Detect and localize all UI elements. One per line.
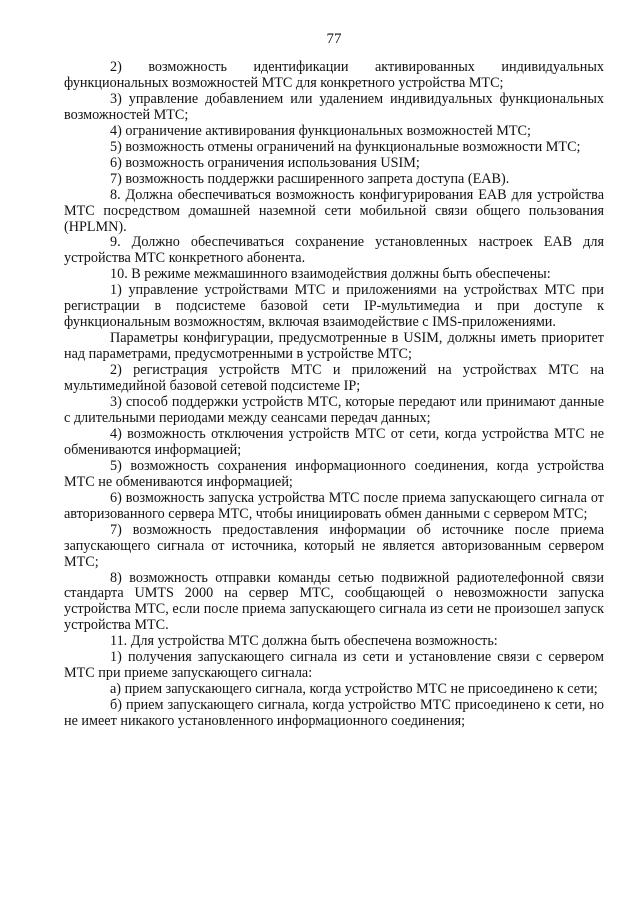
paragraph-section-10: 10. В режиме межмашинного взаимодействия должны быть обеспечены: [110, 266, 551, 283]
paragraph-11-item-1: 1) получения запускающего сигнала из сети и установление связи с сервером МТС при приеме запускающего сигнала: [64, 649, 604, 682]
paragraph-10-item-1: 1) управление устройствами МТС и приложениями на устройствах МТС при регистрации в подсистеме базовой сети IP-мультимедиа и при доступе к функциональным возможностям, включая взаимодействие с IMS-приложениями. [64, 282, 604, 331]
paragraph-10-item-3: 3) способ поддержки устройств МТС, которые передают или принимают данные с длительными периодами между сеансами передач данных; [64, 394, 604, 426]
paragraph-10-item-8: 8) возможность отправки команды сетью подвижной радиотелефонной связи стандарта UMTS 2000 на сервер МТС, сообщающей о невозможности запуска устройства МТС, если после приема запускающего сигнала из сети не произошел запуск устройства МТС. [64, 569, 604, 634]
paragraph-item-6: 6) возможность ограничения использования USIM; [110, 154, 420, 171]
paragraph-10-item-6: 6) возможность запуска устройства МТС после приема запускающего сигнала от авторизованного сервера МТС, чтобы инициировать обмен данными с сервером МТС; [64, 489, 604, 522]
paragraph-11-item-a: а) прием запускающего сигнала, когда устройство МТС не присоединено к сети; [110, 681, 598, 698]
paragraph-item-2: 2) возможность идентификации активированных индивидуальных функциональных возможностей МТС для конкретного устройства МТС; [64, 59, 604, 91]
paragraph-section-9: 9. Должно обеспечиваться сохранение установленных настроек EAB для устройства МТС конкретного абонента. [64, 234, 604, 267]
paragraph-item-5: 5) возможность отмены ограничений на функциональные возможности МТС; [110, 138, 581, 155]
paragraph-config-note: Параметры конфигурации, предусмотренные в USIM, должны иметь приоритет над параметрами, предусмотренными в устройстве МТС; [64, 330, 604, 363]
paragraph-section-8: 8. Должна обеспечиваться возможность конфигурирования EAB для устройства МТС посредством домашней наземной сети мобильной связи общего пользования (HPLMN). [64, 186, 604, 235]
paragraph-item-7: 7) возможность поддержки расширенного запрета доступа (EAB). [110, 170, 510, 187]
paragraph-11-item-b: б) прием запускающего сигнала, когда устройство МТС присоединено к сети, но не имеет никакого установленного информационного соединения; [64, 697, 604, 730]
paragraph-item-4: 4) ограничение активирования функциональных возможностей МТС; [110, 122, 531, 139]
paragraph-10-item-5: 5) возможность сохранения информационного соединения, когда устройства МТС не обмениваются информацией; [64, 457, 604, 490]
paragraph-10-item-2: 2) регистрация устройств МТС и приложений на устройствах МТС на мультимедийной базовой сетевой подсистеме IP; [64, 362, 604, 395]
page-number: 77 [326, 31, 342, 47]
paragraph-10-item-7: 7) возможность предоставления информации об источнике после приема запускающего сигнала от источника, который не является авторизованным сервером МТС; [64, 521, 604, 570]
paragraph-10-item-4: 4) возможность отключения устройств МТС от сети, когда устройства МТС не обмениваются информацией; [64, 425, 604, 458]
document-body [64, 60, 604, 730]
paragraph-item-3: 3) управление добавлением или удалением индивидуальных функциональных возможностей МТС; [64, 90, 604, 123]
paragraph-section-11: 11. Для устройства МТС должна быть обеспечена возможность: [110, 633, 498, 650]
